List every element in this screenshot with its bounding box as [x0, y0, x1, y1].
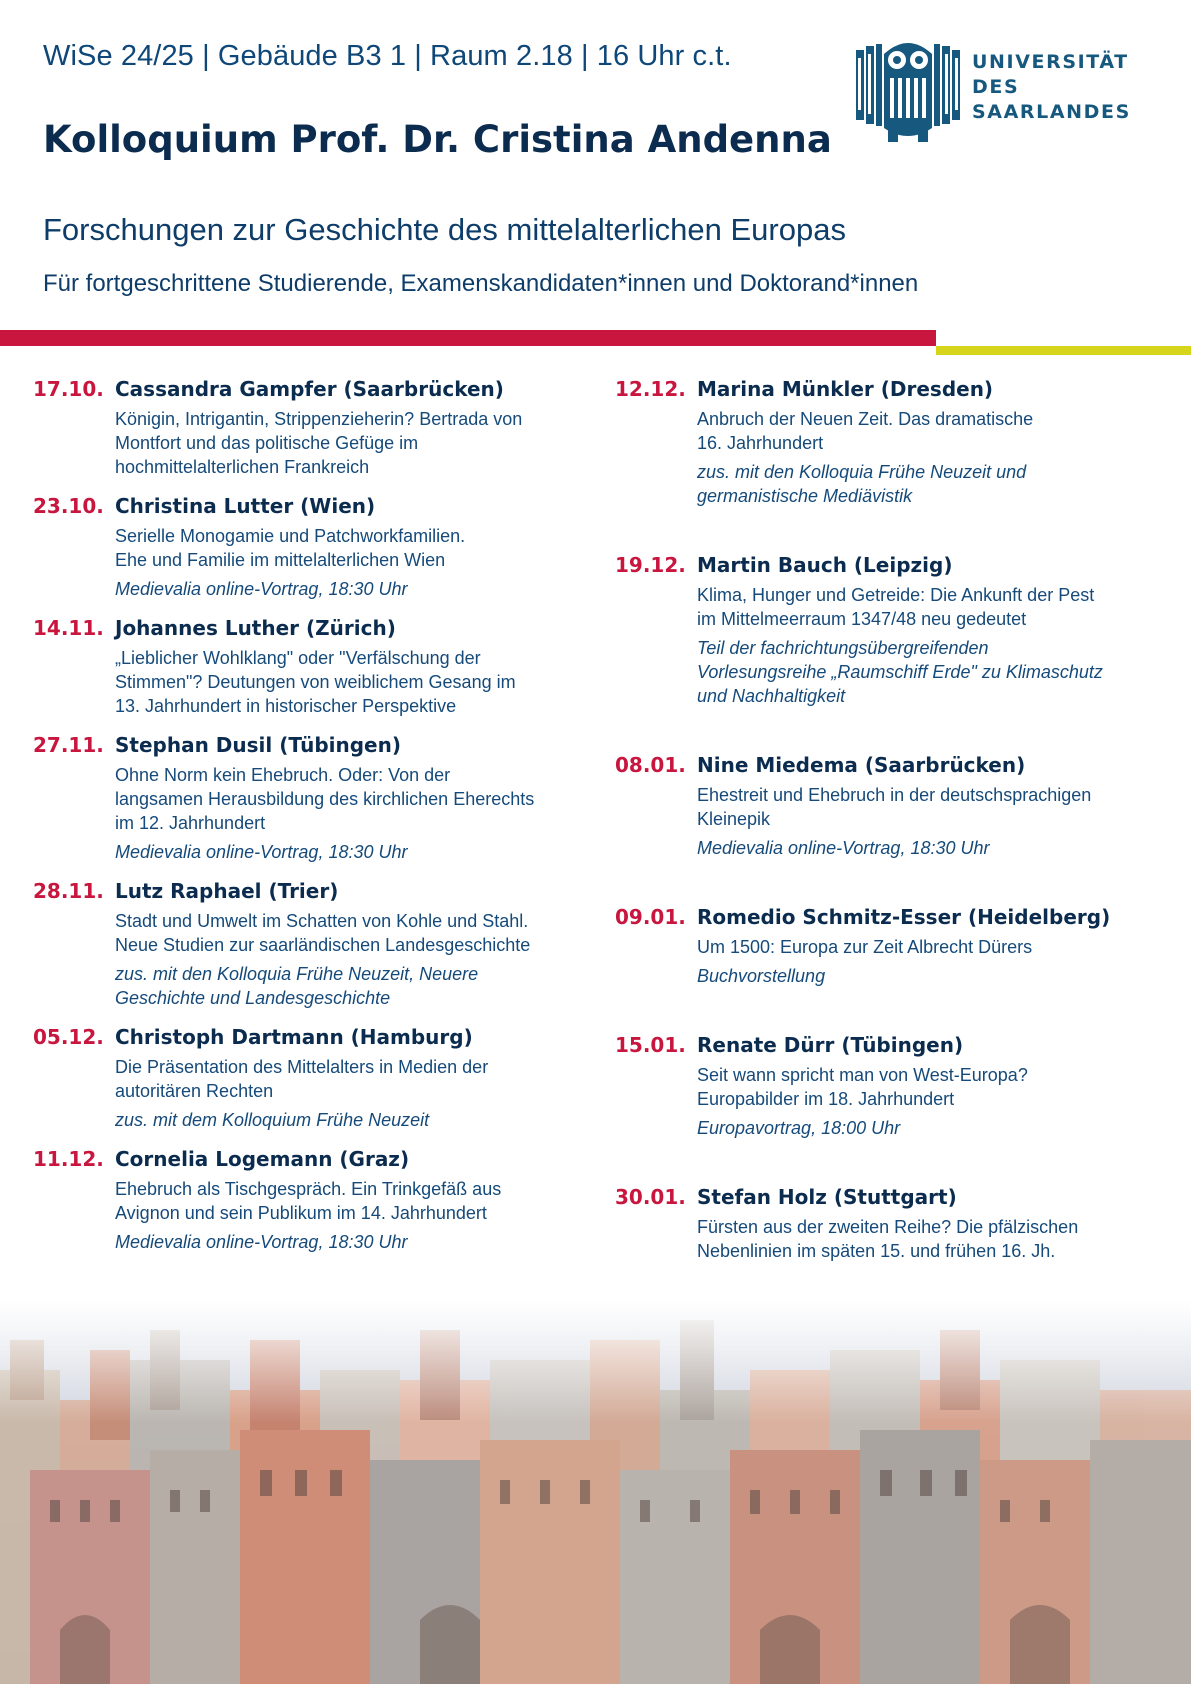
entry-speaker: Marina Münkler (Dresden): [697, 377, 994, 401]
entry-topic: [697, 1063, 1175, 1111]
page-title: Kolloquium Prof. Dr. Cristina Andenna: [43, 118, 832, 161]
schedule-entry: [33, 1022, 593, 1132]
note-line: Medievalia online-Vortrag, 18:30 Uhr: [697, 838, 990, 858]
entry-topic: [115, 763, 593, 835]
topic-line: 13. Jahrhundert in historischer Perspektive: [115, 696, 457, 716]
schedule-entry: [615, 550, 1175, 708]
entry-body: [115, 730, 593, 864]
note-line: germanistische Mediävistik: [697, 486, 913, 506]
entry-date: 14.11.: [33, 616, 104, 640]
topic-line: langsamen Herausbildung des kirchlichen Eherechts: [115, 789, 535, 809]
entry-speaker: Lutz Raphael (Trier): [115, 879, 339, 903]
entry-date: 23.10.: [33, 494, 104, 518]
topic-line: Um 1500: Europa zur Zeit Albrecht Dürers: [697, 937, 1033, 957]
entry-topic: [115, 646, 593, 718]
topic-line: Seit wann spricht man von West-Europa?: [697, 1065, 1028, 1085]
note-line: Medievalia online-Vortrag, 18:30 Uhr: [115, 579, 408, 599]
entry-speaker: Stefan Holz (Stuttgart): [697, 1185, 957, 1209]
red-divider-bar: [0, 330, 936, 346]
topic-line: Nebenlinien im späten 15. und frühen 16. Jh.: [697, 1241, 1056, 1261]
schedule-left-column: [33, 374, 593, 1254]
topic-line: Die Präsentation des Mittelalters in Medien der: [115, 1057, 489, 1077]
entry-body: [115, 1144, 593, 1254]
entry-speaker: Johannes Luther (Zürich): [115, 616, 396, 640]
topic-line: Montfort und das politische Gefüge im: [115, 433, 419, 453]
schedule-entry: [33, 876, 593, 1010]
topic-line: im 12. Jahrhundert: [115, 813, 266, 833]
entry-topic: [115, 909, 593, 957]
topic-line: Ehestreit und Ehebruch in der deutschsprachigen: [697, 785, 1092, 805]
entry-date: 27.11.: [33, 733, 104, 757]
note-line: Medievalia online-Vortrag, 18:30 Uhr: [115, 842, 408, 862]
university-owl-logo-icon: [852, 32, 964, 144]
entry-date: 19.12.: [615, 553, 686, 577]
entry-date: 15.01.: [615, 1033, 686, 1057]
schedule-entry: [615, 750, 1175, 860]
topic-line: Stadt und Umwelt im Schatten von Kohle und Stahl.: [115, 911, 529, 931]
entry-topic: [115, 1055, 593, 1103]
entry-date: 28.11.: [33, 879, 104, 903]
entry-topic: [697, 583, 1175, 631]
topic-line: Europabilder im 18. Jahrhundert: [697, 1089, 955, 1109]
entry-date: 05.12.: [33, 1025, 104, 1049]
note-line: Teil der fachrichtungsübergreifenden: [697, 638, 989, 658]
entry-note: [697, 1116, 1175, 1140]
topic-line: Anbruch der Neuen Zeit. Das dramatische: [697, 409, 1034, 429]
schedule-entry: [33, 730, 593, 864]
entry-note: [115, 577, 593, 601]
semester-info-line: WiSe 24/25 | Gebäude B3 1 | Raum 2.18 | 16 Uhr c.t.: [43, 40, 732, 72]
note-line: und Nachhaltigkeit: [697, 686, 846, 706]
university-name: [972, 50, 1131, 125]
entry-date: 09.01.: [615, 905, 686, 929]
schedule-right-column: [615, 374, 1175, 1263]
note-line: Vorlesungsreihe „Raumschiff Erde" zu Klimaschutz: [697, 662, 1103, 682]
topic-line: Neue Studien zur saarländischen Landesgeschichte: [115, 935, 531, 955]
entry-topic: [115, 1177, 593, 1225]
entry-note: [697, 636, 1175, 708]
note-line: zus. mit den Kolloquia Frühe Neuzeit, Neuere: [115, 964, 479, 984]
topic-line: Serielle Monogamie und Patchworkfamilien.: [115, 526, 466, 546]
topic-line: Königin, Intrigantin, Strippenzieherin? Bertrada von: [115, 409, 523, 429]
entry-note: [697, 836, 1175, 860]
entry-body: [115, 1022, 593, 1132]
entry-topic: [115, 407, 593, 479]
entry-topic: [697, 407, 1175, 455]
entry-note: [115, 1230, 593, 1254]
note-line: Europavortrag, 18:00 Uhr: [697, 1118, 901, 1138]
entry-note: [115, 840, 593, 864]
logo-line-3: SAARLANDES: [972, 101, 1131, 123]
note-line: zus. mit den Kolloquia Frühe Neuzeit und: [697, 462, 1027, 482]
topic-line: Ehebruch als Tischgespräch. Ein Trinkgefäß aus: [115, 1179, 502, 1199]
entry-body: [697, 750, 1175, 860]
entry-body: [697, 550, 1175, 708]
logo-line-1: UNIVERSITÄT: [972, 51, 1129, 73]
note-line: Buchvorstellung: [697, 966, 826, 986]
entry-speaker: Renate Dürr (Tübingen): [697, 1033, 964, 1057]
schedule-entry: [33, 491, 593, 601]
audience-line: Für fortgeschrittene Studierende, Examenskandidaten*innen und Doktorand*innen: [43, 270, 919, 297]
entry-body: [115, 374, 593, 479]
schedule-entry: [615, 1182, 1175, 1263]
topic-line: hochmittelalterlichen Frankreich: [115, 457, 370, 477]
entry-date: 17.10.: [33, 377, 104, 401]
entry-speaker: Nine Miedema (Saarbrücken): [697, 753, 1026, 777]
entry-speaker: Cassandra Gampfer (Saarbrücken): [115, 377, 504, 401]
topic-line: im Mittelmeerraum 1347/48 neu gedeutet: [697, 609, 1027, 629]
topic-line: Klima, Hunger und Getreide: Die Ankunft der Pest: [697, 585, 1095, 605]
entry-body: [697, 1030, 1175, 1140]
topic-line: Kleinepik: [697, 809, 771, 829]
entry-topic: [115, 524, 593, 572]
city-fresco-image: [0, 1300, 1191, 1684]
logo-line-2: DES: [972, 76, 1020, 98]
entry-body: [697, 374, 1175, 508]
entry-body: [115, 613, 593, 718]
entry-date: 11.12.: [33, 1147, 104, 1171]
schedule-entry: [33, 613, 593, 718]
entry-speaker: Martin Bauch (Leipzig): [697, 553, 953, 577]
entry-body: [115, 876, 593, 1010]
entry-note: [697, 964, 1175, 988]
entry-speaker: Stephan Dusil (Tübingen): [115, 733, 401, 757]
note-line: Geschichte und Landesgeschichte: [115, 988, 391, 1008]
topic-line: Ohne Norm kein Ehebruch. Oder: Von der: [115, 765, 451, 785]
entry-note: [115, 1108, 593, 1132]
note-line: Medievalia online-Vortrag, 18:30 Uhr: [115, 1232, 408, 1252]
entry-speaker: Christoph Dartmann (Hamburg): [115, 1025, 473, 1049]
schedule-entry: [615, 374, 1175, 508]
page-subtitle: Forschungen zur Geschichte des mittelalterlichen Europas: [43, 212, 846, 247]
yellow-divider-bar: [936, 346, 1191, 355]
schedule-entry: [33, 1144, 593, 1254]
university-logo: [852, 32, 1131, 144]
entry-speaker: Romedio Schmitz-Esser (Heidelberg): [697, 905, 1111, 929]
entry-body: [697, 902, 1175, 988]
entry-note: [115, 962, 593, 1010]
entry-speaker: Cornelia Logemann (Graz): [115, 1147, 410, 1171]
entry-note: [697, 460, 1175, 508]
entry-body: [697, 1182, 1175, 1263]
entry-date: 30.01.: [615, 1185, 686, 1209]
entry-speaker: Christina Lutter (Wien): [115, 494, 376, 518]
topic-line: Fürsten aus der zweiten Reihe? Die pfälzischen: [697, 1217, 1079, 1237]
schedule-entry: [615, 902, 1175, 988]
topic-line: Ehe und Familie im mittelalterlichen Wien: [115, 550, 446, 570]
medieval-city-fresco-illustration: [0, 1300, 1191, 1684]
schedule-entry: [33, 374, 593, 479]
topic-line: Stimmen"? Deutungen von weiblichem Gesang im: [115, 672, 516, 692]
topic-line: 16. Jahrhundert: [697, 433, 824, 453]
topic-line: autoritären Rechten: [115, 1081, 274, 1101]
entry-date: 12.12.: [615, 377, 686, 401]
entry-date: 08.01.: [615, 753, 686, 777]
entry-body: [115, 491, 593, 601]
topic-line: „Lieblicher Wohlklang" oder "Verfälschung der: [115, 648, 481, 668]
topic-line: Avignon und sein Publikum im 14. Jahrhundert: [115, 1203, 487, 1223]
entry-topic: [697, 783, 1175, 831]
schedule-entry: [615, 1030, 1175, 1140]
entry-topic: [697, 935, 1175, 959]
note-line: zus. mit dem Kolloquium Frühe Neuzeit: [115, 1110, 430, 1130]
entry-topic: [697, 1215, 1175, 1263]
